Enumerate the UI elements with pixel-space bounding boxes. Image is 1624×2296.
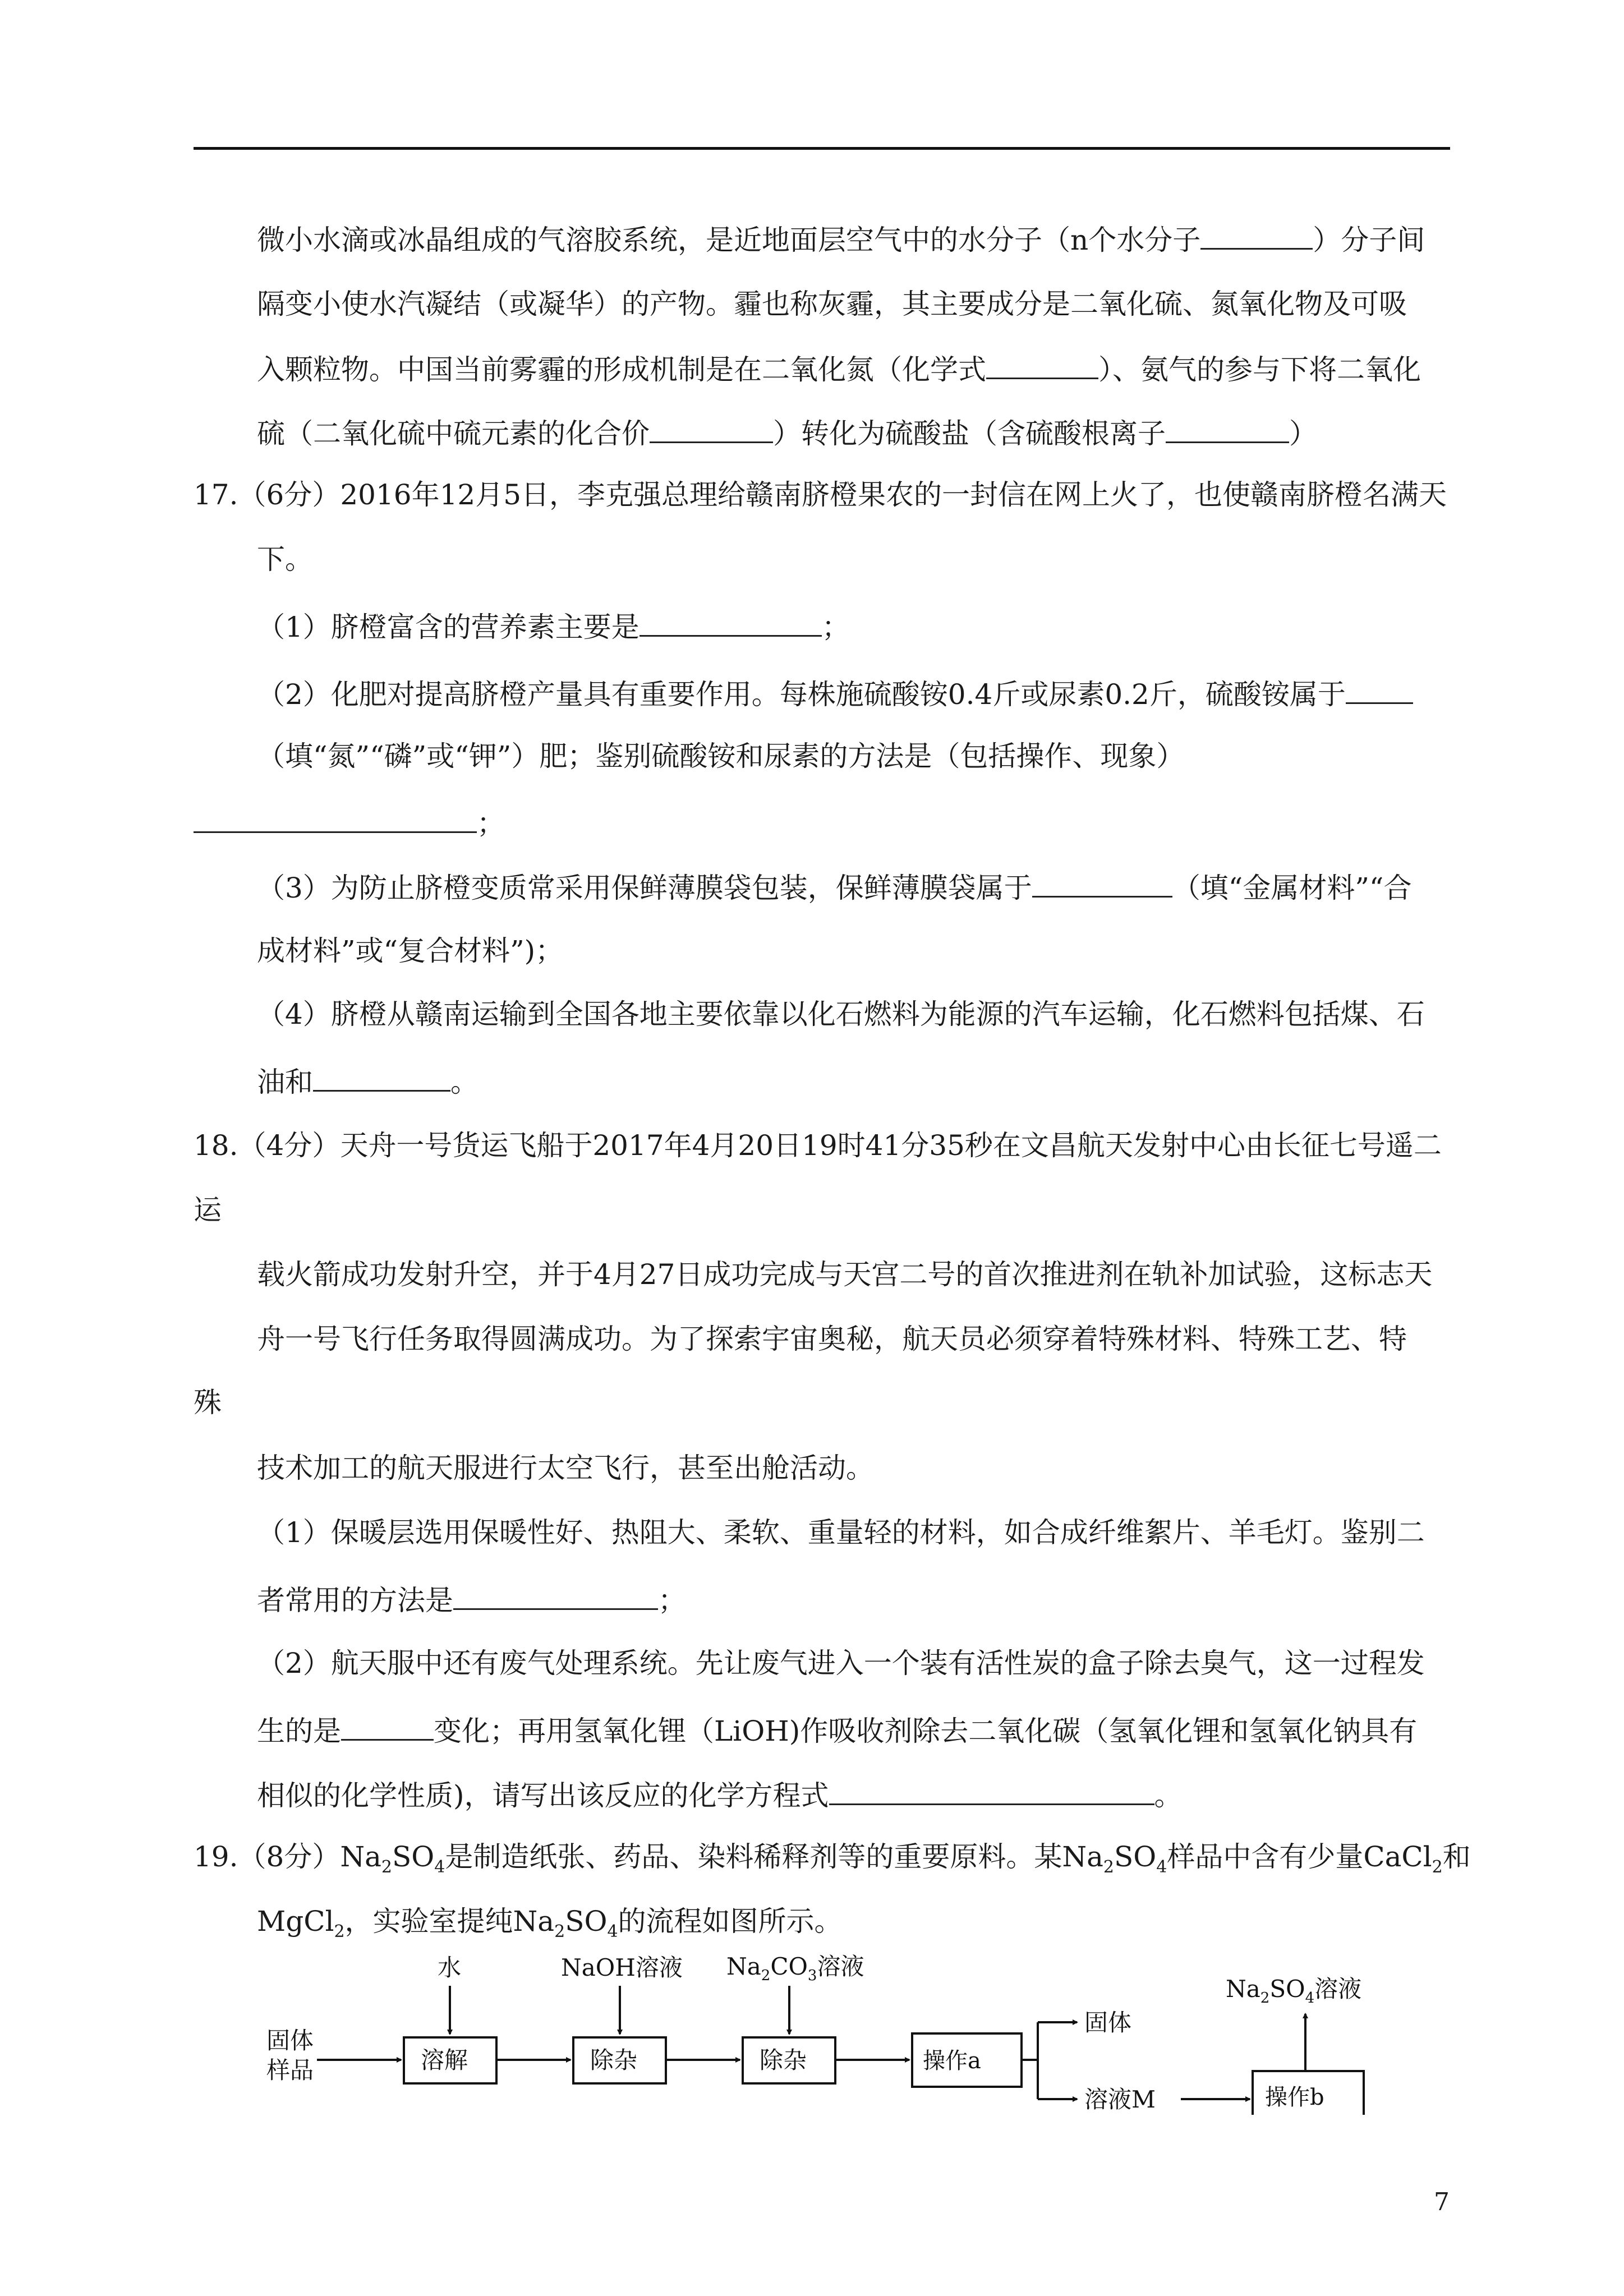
- q17-part-3b: 成材料”或“复合材料”)；: [257, 935, 564, 967]
- answer-blank[interactable]: [313, 1062, 450, 1092]
- answer-blank[interactable]: [1166, 413, 1289, 443]
- q18-part-1b: 者常用的方法是 ；: [257, 1580, 1452, 1617]
- answer-blank[interactable]: [829, 1775, 1154, 1805]
- q19-line-2: MgCl$_2$，实验室提纯$Na_2SO_4$的流程如图所示。: [257, 1905, 843, 1941]
- answer-blank[interactable]: [1200, 220, 1313, 250]
- step-remove-impurity-2-label: 除杂: [760, 2046, 807, 2074]
- output-solution-m-label: 溶液M: [1084, 2086, 1156, 2113]
- answer-blank[interactable]: [986, 349, 1098, 379]
- step-dissolve-label: 溶解: [421, 2046, 468, 2074]
- q18-line-4: 舟一号飞行任务取得圆满成功。为了探索宇宙奥秘，航天员必须穿着特殊材料、特殊工艺、特: [257, 1323, 1407, 1355]
- header-rule: [194, 147, 1450, 150]
- answer-blank[interactable]: [1032, 868, 1172, 898]
- step-operation-b-label: 操作b: [1265, 2085, 1324, 2110]
- q18-part-2a: （2）航天服中还有废气处理系统。先让废气进入一个装有活性炭的盒子除去臭气，这一过程发: [257, 1647, 1425, 1680]
- q17-part-2b: （填“氮”“磷”或“钾”）肥；鉴别硫酸铵和尿素的方法是（包括操作、现象）: [257, 740, 1185, 772]
- purification-flowchart: [255, 1952, 1433, 2115]
- q18-line-3: 载火箭成功发射升空，并于4月27日成功完成与天宫二号的首次推进剂在轨补加试验，这标志天: [257, 1258, 1433, 1291]
- product-na2so4-label: $Na_2SO_4$溶液: [1226, 1975, 1362, 2007]
- q16-line-4: 硫（二氧化硫中硫元素的化合价 ）转化为硫酸盐（含硫酸根离子 ）: [257, 413, 1452, 450]
- q18-part-1a: （1）保暖层选用保暖性好、热阻大、柔软、重量轻的材料，如合成纤维絮片、羊毛灯。鉴别二: [257, 1516, 1425, 1549]
- answer-blank[interactable]: [640, 607, 822, 637]
- q16-line-1: 微小水滴或冰晶组成的气溶胶系统，是近地面层空气中的水分子（n个水分子 ）分子间: [257, 220, 1452, 257]
- q17-part-2c: ；: [194, 803, 1388, 840]
- q18-heading-cont: 运: [194, 1194, 222, 1226]
- step-remove-impurity-1-label: 除杂: [590, 2046, 638, 2074]
- answer-blank[interactable]: [1346, 674, 1413, 704]
- reagent-na2co3-label: $Na_2CO_3$溶液: [726, 1953, 864, 1984]
- q18-part-2b: 生的是 变化；再用氢氧化锂（LiOH)作吸收剂除去二氧化碳（氢氧化锂和氢氧化钠具有: [257, 1711, 1452, 1748]
- answer-blank[interactable]: [650, 413, 773, 443]
- q16-line-3: 入颗粒物。中国当前雾霾的形成机制是在二氧化氮（化学式 ）、氨气的参与下将二氧化: [257, 349, 1452, 386]
- output-solid-label: 固体: [1084, 2009, 1132, 2036]
- q17-part-4a: （4）脐橙从赣南运输到全国各地主要依靠以化石燃料为能源的汽车运输，化石燃料包括煤、石: [257, 998, 1425, 1030]
- q17-part-4b: 油和 。: [257, 1062, 1452, 1099]
- input-label-line-1: 固体: [266, 2027, 314, 2054]
- answer-blank[interactable]: [194, 803, 477, 833]
- q19-heading: 19.（8分）$Na_2SO_4$是制造纸张、药品、染料稀释剂等的重要原料。某$Na_2SO_4$样品中含有少量CaCl$_2$和: [194, 1841, 1471, 1877]
- reagent-water-label: 水: [438, 1954, 462, 1981]
- q18-line-5: 殊: [194, 1386, 222, 1419]
- input-label-line-2: 样品: [266, 2056, 314, 2084]
- answer-blank[interactable]: [453, 1580, 658, 1610]
- step-operation-a-label: 操作a: [923, 2048, 981, 2074]
- q17-part-1: （1）脐橙富含的营养素主要是 ；: [257, 607, 1452, 644]
- q17-part-2a: （2）化肥对提高脐橙产量具有重要作用。每株施硫酸铵0.4斤或尿素0.2斤，硫酸铵属于: [257, 674, 1452, 711]
- q16-line-2: 隔变小使水汽凝结（或凝华）的产物。霾也称灰霾，其主要成分是二氧化硫、氮氧化物及可吸: [257, 288, 1407, 320]
- page-number: 7: [1434, 2188, 1450, 2216]
- q17-heading: 17.（6分）2016年12月5日，李克强总理给赣南脐橙果农的一封信在网上火了，也使赣南脐橙名满天: [194, 478, 1447, 511]
- q18-line-6: 技术加工的航天服进行太空飞行，甚至出舱活动。: [257, 1452, 874, 1484]
- q18-heading: 18.（4分）天舟一号货运飞船于2017年4月20日19时41分35秒在文昌航天发射中心由长征七号遥二: [194, 1129, 1442, 1162]
- q17-part-3a: （3）为防止脐橙变质常采用保鲜薄膜袋包装，保鲜薄膜袋属于 （填“金属材料”“合: [257, 868, 1452, 905]
- answer-blank[interactable]: [341, 1711, 434, 1741]
- q18-part-2c: 相似的化学性质)，请写出该反应的化学方程式 。: [257, 1775, 1452, 1812]
- reagent-naoh-label: NaOH溶液: [561, 1954, 683, 1981]
- q17-heading-cont: 下。: [257, 543, 313, 576]
